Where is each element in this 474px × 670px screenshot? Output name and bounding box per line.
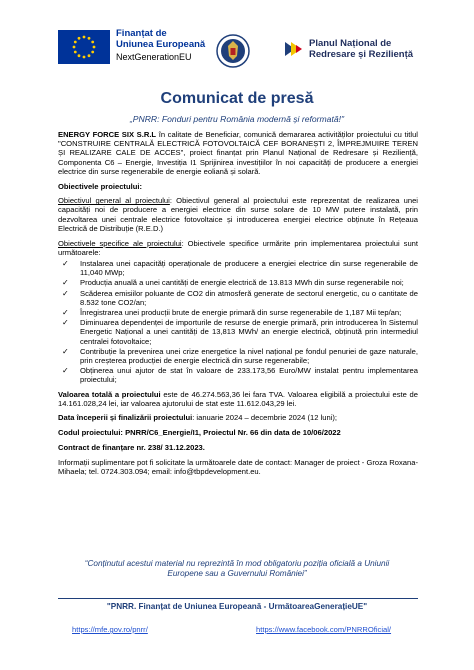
press-release-body <box>58 130 418 482</box>
list-item-text: Diminuarea dependenței de importurile de resurse de energie primară, prin introducerea în Sistemul Energetic Național a unei cantități de 13,813 MWh/ an energie electrică, obținută prin intermediul centralei fotovoltaice; <box>80 318 418 346</box>
list-item-text: Contribuție la prevenirea unei crize energetice la nivel național pe fondul penuriei de gaze naturale, prin creșterea producției de energie electrică din surse regenerabile; <box>80 346 418 365</box>
pnrr-line1: Planul Național de <box>309 38 392 49</box>
specific-objectives-label: Obiectivele specifice ale proiectului <box>58 238 182 248</box>
value-text: este de 46.274.563,36 lei fara TVA. Valoarea eligibilă a proiectului este de 14.161.028,24 lei, iar valoarea ajutorului de stat este 11.612.043,29 lei. <box>58 389 418 408</box>
list-item <box>58 318 418 346</box>
checkmark-icon: ✓ <box>62 366 69 376</box>
pnrr-website-link[interactable]: https://mfe.gov.ro/pnrr/ <box>72 625 148 634</box>
dates-text: : ianuarie 2024 – decembrie 2024 (12 luni); <box>192 413 337 423</box>
value-label: Valoarea totală a proiectului <box>58 389 161 399</box>
list-item-text: Înregistrarea unei producții brute de energie primară din surse regenerabile de 1,187 Mii tep/an; <box>80 307 402 317</box>
company-name: ENERGY FORCE SIX S.R.L <box>58 130 157 139</box>
general-objective-text: : Obiectivul general al proiectului este reprezentat de realizarea unei capacități noi de producere a energiei electrice din surse solare de 10 MW putere instalată, prin dezvoltarea unei centrale electrice fotovoltaice și introducerea energiei electrice obținute în Rețeaua Electrică de Distribuție (R.E.D.) <box>58 196 418 233</box>
page-title: Comunicat de presă <box>160 90 314 107</box>
list-item <box>58 347 418 365</box>
list-item <box>58 308 418 317</box>
checkmark-icon: ✓ <box>62 278 69 288</box>
list-item-text: Producția anuală a unei cantități de energie electrică de 13.813 MWh din surse regenerabile noi; <box>80 278 404 288</box>
pnrr-logo <box>283 38 413 60</box>
list-item <box>58 289 418 307</box>
eu-logo <box>58 30 205 64</box>
facebook-page-link[interactable]: https://www.facebook.com/PNRROficial/ <box>256 625 392 634</box>
checkmark-icon: ✓ <box>62 258 69 268</box>
list-item <box>58 259 418 277</box>
list-item <box>58 366 418 384</box>
page-subtitle: „PNRR: Fonduri pentru România modernă și reformată!" <box>129 114 345 124</box>
objectives-heading: Obiectivele proiectului: <box>58 181 142 191</box>
contact-paragraph: Informații suplimentare pot fi solicitate la următoarele date de contact: Manager de proiect - Groza Roxana-Mihaela; tel. 0724.303.094; email: info@tbpdevelopment.eu. <box>58 457 418 476</box>
general-objective-label: Obiectivul general al proiectului <box>58 196 170 206</box>
specific-objectives-paragraph <box>58 239 418 257</box>
general-objective-paragraph <box>58 196 418 233</box>
specific-objectives-text: : Obiectivele specifice urmărite prin implementarea proiectului sunt următoarele: <box>58 238 418 257</box>
footer-divider <box>58 598 418 599</box>
value-paragraph <box>58 390 418 408</box>
checkmark-icon: ✓ <box>62 307 69 317</box>
checkmark-icon: ✓ <box>62 288 69 298</box>
page-header <box>0 18 474 84</box>
checkmark-icon: ✓ <box>62 318 69 328</box>
pnrr-logo-text <box>309 38 413 60</box>
project-code: Codul proiectului: PNRR/C6_Energie/I1, Proiectul Nr. 66 din data de 10/06/2022 <box>58 428 341 438</box>
checkmark-icon: ✓ <box>62 346 69 356</box>
intro-paragraph <box>58 130 418 176</box>
dates-paragraph <box>58 413 418 422</box>
pnrr-arrow-icon <box>283 38 305 60</box>
romania-coat-of-arms-icon <box>216 32 250 70</box>
intro-text: în calitate de Beneficiar, comunică demararea activităților proiectului cu titlul "CONSTRUIRE CENTRALĂ ELECTRICĂ FOTOVOLTAICĂ CEF BORANEȘTI 2, ÎMPREJMUIRE TEREN ȘI REALIZARE CALE DE ACCES", proiect finanțat prin Planul Național de Redresare și Reziliență, Componenta C6 – Energie, Investiția I1 Sprijinirea investițiilor în noi capacități de producere a energiei electrice din surse regenerabile de energie eoliană și solară. <box>58 130 418 176</box>
eu-logo-text <box>116 28 205 63</box>
pnrr-line2: Redresare și Reziliență <box>309 49 414 60</box>
list-item-text: Instalarea unei capacități operaționale de producere a energiei electrice din surse regenerabile de 11,040 MWp; <box>80 258 418 278</box>
eu-line1: Finanțat de <box>116 28 167 39</box>
eu-flag-icon <box>58 30 110 64</box>
list-item-text: Obținerea unui ajutor de stat în valoare de 233.173,56 Euro/MW instalat pentru implementarea proiectului; <box>80 366 418 385</box>
eu-line2: Uniunea Europeană <box>116 39 206 50</box>
list-item <box>58 278 418 287</box>
eu-line3: NextGenerationEU <box>116 52 192 62</box>
specific-objectives-list <box>58 259 418 385</box>
list-item-text: Scăderea emisiilor poluante de CO2 din atmosferă generate de sectorul energetic, cu o cantitate de 8.532 tone CO2/an; <box>80 288 418 307</box>
footer-title: "PNRR. Finanțat de Uniunea Europeană - UrmătoareaGenerațieUE" <box>106 602 368 611</box>
disclaimer-quote: “Conținutul acestui material nu reprezintă în mod obligatoriu poziția oficială a Uniunii Europene sau a Guvernului României” <box>84 559 390 578</box>
contract-number: Contract de finanțare nr. 238/ 31.12.2023. <box>58 442 205 452</box>
dates-label: Data începerii și finalizării proiectului <box>58 413 193 423</box>
